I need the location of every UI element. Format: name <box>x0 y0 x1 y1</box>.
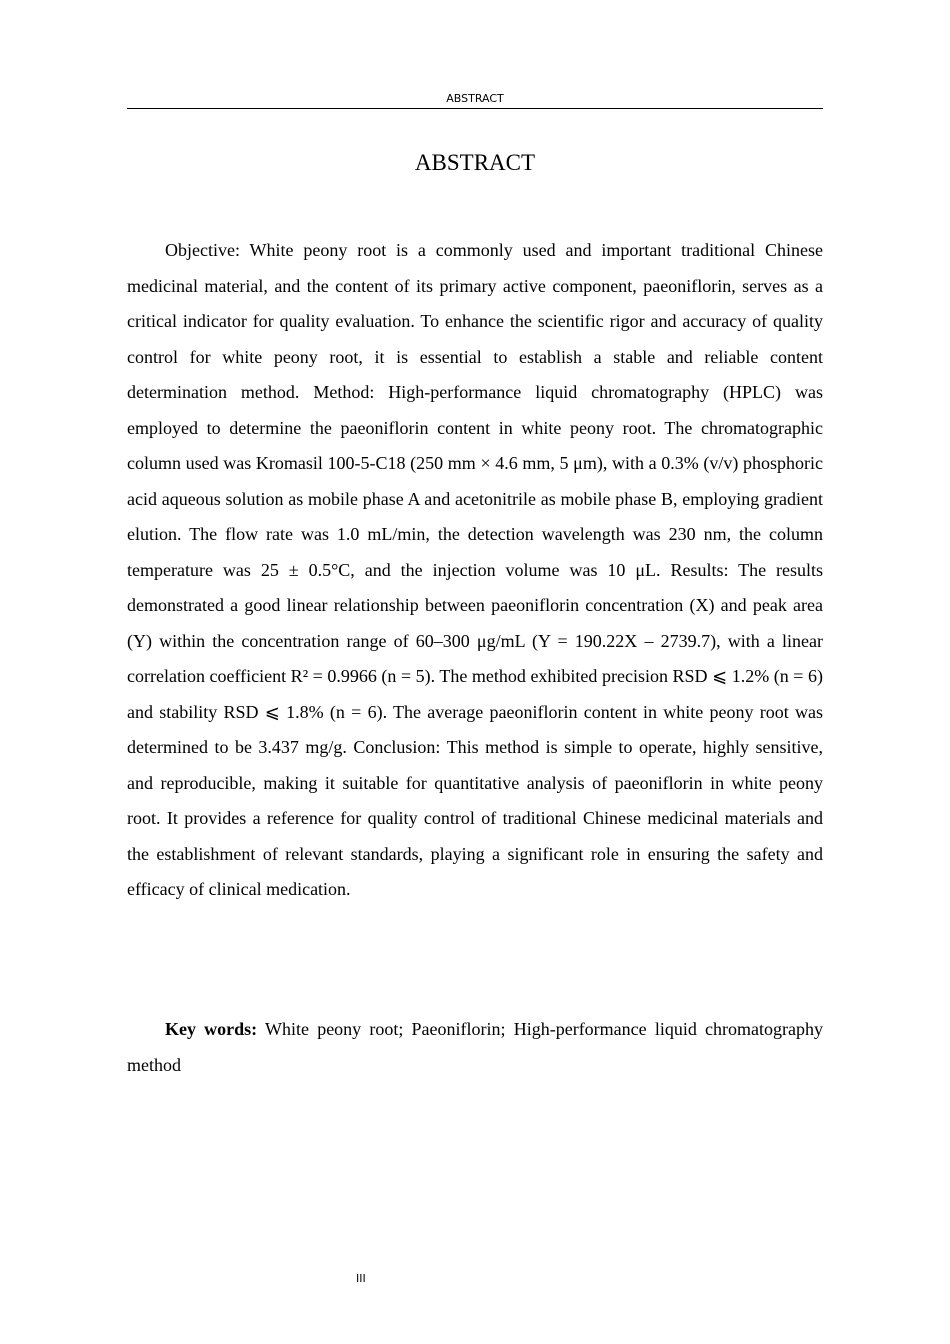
abstract-paragraph: Objective: White peony root is a commonly used and important traditional Chinese medicinal material, and the content of its primary active component, paeoniflorin, serves as a critical indicator for quality evaluation. To enhance the scientific rigor and accuracy of quality control for white peony root, it is essential to establish a stable and reliable content determination method. Method: High-performance liquid chromatography (HPLC) was employed to determine the paeoniflorin content in white peony root. The chromatographic column used was Kromasil 100-5-C18 (250 mm × 4.6 mm, 5 μm), with a 0.3% (v/v) phosphoric acid aqueous solution as mobile phase A and acetonitrile as mobile phase B, employing gradient elution. The flow rate was 1.0 mL/min, the detection wavelength was 230 nm, the column temperature was 25 ± 0.5°C, and the injection volume was 10 μL. Results: The results demonstrated a good linear relationship between paeoniflorin concentration (X) and peak area (Y) within the concentration range of 60–300 μg/mL (Y = 190.22X – 2739.7), with a linear correlation coefficient R² = 0.9966 (n = 5). The method exhibited precision RSD ⩽ 1.2% (n = 6) and stability RSD ⩽ 1.8% (n = 6). The average paeoniflorin content in white peony root was determined to be 3.437 mg/g. Conclusion: This method is simple to operate, highly sensitive, and reproducible, making it suitable for quantitative analysis of paeoniflorin in white peony root. It provides a reference for quality control of traditional Chinese medicinal materials and the establishment of relevant standards, playing a significant role in ensuring the safety and efficacy of clinical medication. <box>127 240 823 899</box>
keywords-text: White peony root; Paeoniflorin; High-performance liquid chromatography method <box>127 1019 823 1075</box>
keywords-label: Key words: <box>165 1019 258 1039</box>
keywords-paragraph <box>127 1012 823 1083</box>
running-header: ABSTRACT <box>446 92 504 105</box>
header-rule <box>127 108 823 109</box>
page-title: ABSTRACT <box>414 150 536 175</box>
page-number: III <box>356 1272 366 1285</box>
